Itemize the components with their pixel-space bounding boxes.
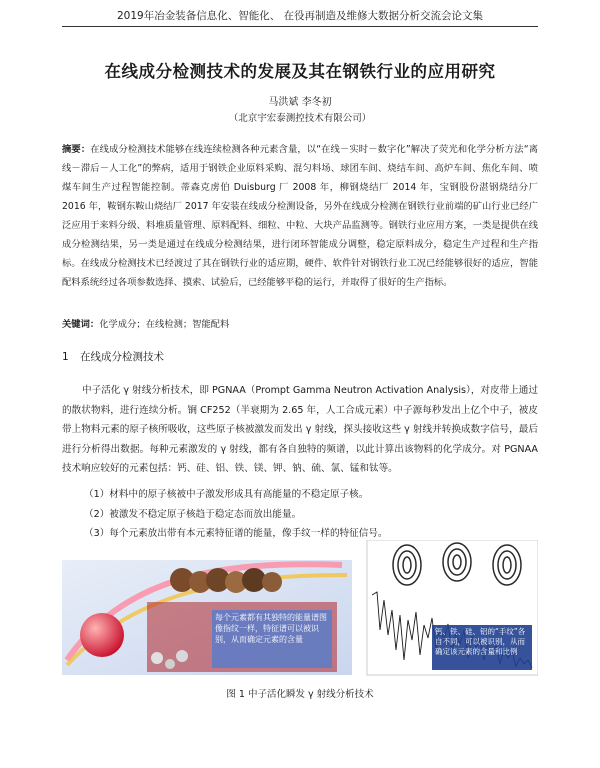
numbered-list xyxy=(62,485,538,544)
body-paragraph xyxy=(62,381,538,479)
affiliation: （北京宇宏泰测控技术有限公司） xyxy=(228,113,372,124)
abstract-text: 在线成分检测技术能够在线连续检测各种元素含量，以“在线－实时－数字化”解决了荧光和化学分析方法“离线－滞后－人工化”的弊病，适用于钢铁企业原料采购、混匀料场、球团车间、烧结车间、高炉车间、焦化车间、喷煤车间生产过程智能控制。蒂森克虏伯 Duisburg 厂 2008 年，柳钢烧结厂 2014 年，宝钢股份湛钢烧结分厂 2016 年，鞍钢东鞍山烧结厂 2017 年安装在线成分检测设备，另外在线成分检测在钢铁行业前端的矿山行业已经广泛应用于来料分级、料堆质量管理、原料配料、细粒、中粒、大块产品监测等。钢铁行业应用方案，一类是提供在线成分检测结果，另一类是通过在线成分检测结果，进行闭环智能成分调整，稳定原料成分，稳定生产过程和生产指标。在线成分检测技术已经渡过了其在钢铁行业的适应期，硬件、软件针对钢铁行业工况已经能够很好的适应，智能配料系统经过各项参数选择、摸索、试验后，已经能够平稳的运行，并取得了很好的生产指标。 xyxy=(62,144,538,288)
list-item: （1）材料中的原子核被中子激发形成具有高能量的不稳定原子核。 xyxy=(84,489,369,500)
section-heading xyxy=(62,349,164,364)
list-item: （2）被激发不稳定原子核趋于稳定态而放出能量。 xyxy=(84,508,302,520)
text-box-right-label: 钙、铁、硅、铝的“手纹”各自不同，可以被识别，从而确定该元素的含量和比例 xyxy=(435,627,526,656)
section-title: 在线成分检测技术 xyxy=(80,351,164,363)
list-item: （3）每个元素放出带有本元素特征谱的能量，像手纹一样的特征信号。 xyxy=(84,528,388,539)
keywords-label: 关键词： xyxy=(62,319,100,330)
section-number: 1 xyxy=(62,351,69,363)
keywords xyxy=(62,316,538,330)
header-rule xyxy=(62,26,538,27)
paper-title: 在线成分检测技术的发展及其在钢铁行业的应用研究 xyxy=(104,62,496,81)
figure-caption: 图 1 中子活化瞬发 γ 射线分析技术 xyxy=(226,689,374,700)
authors: 马洪斌 李冬初 xyxy=(268,97,332,108)
abstract-label: 摘要： xyxy=(62,144,91,155)
figure-1 xyxy=(62,540,538,680)
text-box-left-label: 每个元素都有其独特的能量谱图像指纹一样，特征谱可以被识别，从而确定元素的含量 xyxy=(215,613,327,644)
abstract xyxy=(62,140,538,292)
nucleus-icon xyxy=(80,613,124,657)
body-text: 中子活化 γ 射线分析技术，即 PGNAA（Prompt Gamma Neutron Activation Analysis），对皮带上通过的散状物料，进行连续分析。锎 CF252（半衰期为 2.65 年，人工合成元素）中子源每秒发出上亿个中子，被皮带上物料元素的原子核所吸收，这些原子核被激发而发出 γ 射线，探头接收这些 γ 射线并转换成数字信号，最后进行分析得出数据。每种元素激发的 γ 射线，都有各自独特的频谱，以此计算出该物料的化学成分。对 PGNAA 技术响应较好的元素包括：钙、硅、铝、铁、镁、钾、钠、硫、氯、锰和钛等。 xyxy=(62,385,538,474)
running-header: 2019年冶金装备信息化、智能化、 在役再制造及维修大数据分析交流会论文集 xyxy=(116,10,484,22)
keywords-text: 化学成分；在线检测；智能配料 xyxy=(99,319,230,330)
figure-illustration xyxy=(62,540,538,680)
